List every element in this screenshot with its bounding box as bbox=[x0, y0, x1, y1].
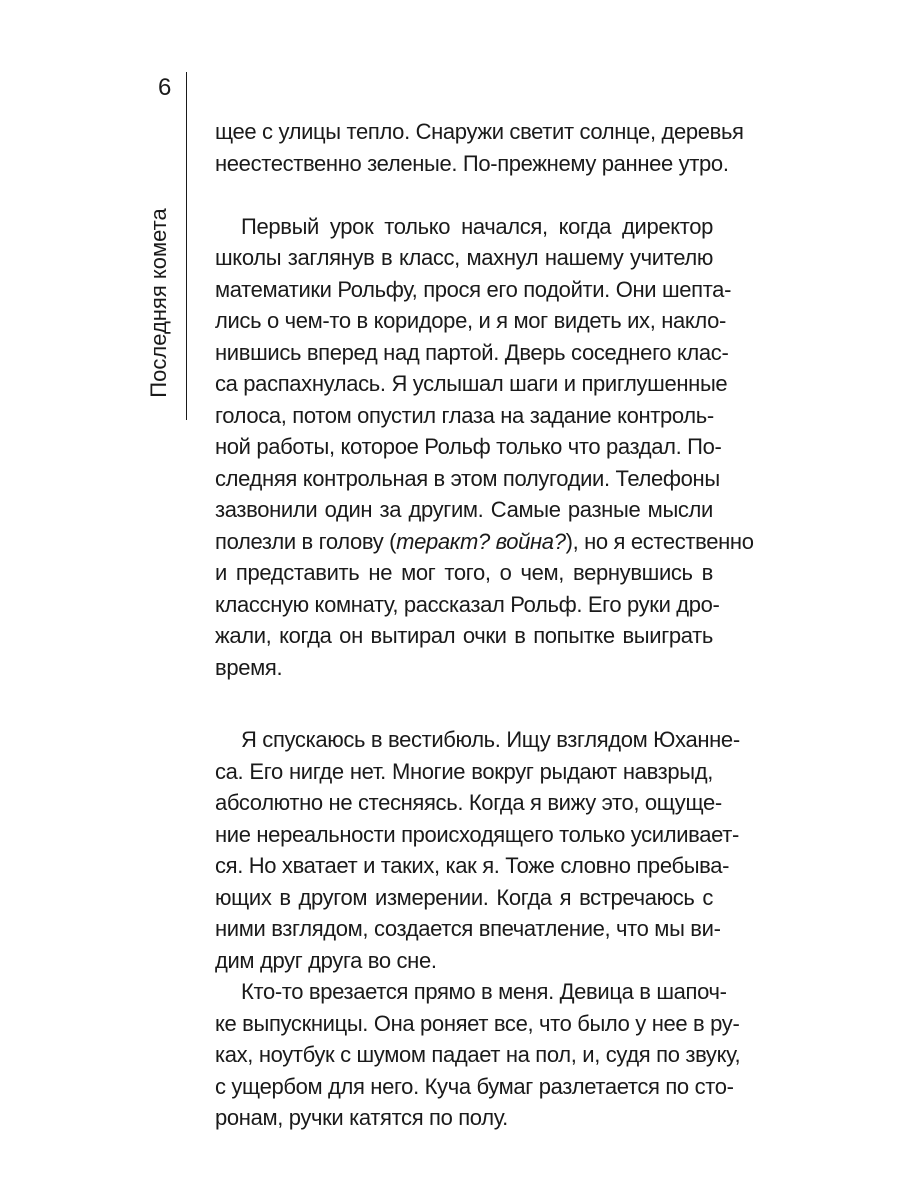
text-line: математики Рольфу, прося его подойти. Они шепта- bbox=[215, 276, 732, 302]
page-number: 6 bbox=[158, 74, 172, 101]
text-line: школы заглянув в класс, махнул нашему учителю bbox=[215, 245, 713, 270]
text-line: щее с улицы тепло. Снаружи светит солнце, деревья bbox=[215, 119, 744, 144]
text-line: время. bbox=[215, 654, 283, 680]
running-head-rule bbox=[186, 72, 187, 420]
text-line: дим друг друга во сне. bbox=[215, 947, 437, 973]
paragraph bbox=[215, 211, 754, 684]
paragraph bbox=[215, 116, 744, 179]
text-line: са. Его нигде нет. Многие вокруг рыдают навзрыд, bbox=[215, 758, 713, 784]
running-head-container bbox=[144, 205, 174, 400]
text-line: ках, ноутбук с шумом падает на пол, и, судя по звуку, bbox=[215, 1042, 741, 1067]
text-line: лись о чем-то в коридоре, и я мог видеть их, накло- bbox=[215, 308, 727, 333]
text-line: Первый урок только начался, когда директор bbox=[241, 213, 713, 239]
text-line: классную комнату, рассказал Рольф. Его руки дро- bbox=[215, 591, 720, 617]
body-text bbox=[215, 116, 754, 1134]
text-fragment: полезли в голову ( bbox=[215, 528, 397, 554]
text-line: голоса, потом опустил глаза на задание контроль- bbox=[215, 402, 714, 428]
text-line: следняя контрольная в этом полугодии. Телефоны bbox=[215, 465, 720, 491]
text-line: ной работы, которое Рольф только что раздал. По- bbox=[215, 434, 722, 459]
text-line: нившись вперед над партой. Дверь соседнего клас- bbox=[215, 339, 729, 365]
text-line: и представить не мог того, о чем, вернувшись в bbox=[215, 560, 713, 585]
paragraph bbox=[215, 976, 741, 1134]
text-line: ние нереальности происходящего только усиливает- bbox=[215, 821, 739, 847]
text-line: ся. Но хватает и таких, как я. Тоже словно пребыва- bbox=[215, 853, 730, 878]
text-line: зазвонили один за другим. Самые разные мысли bbox=[215, 497, 713, 522]
text-line: Я спускаюсь в вестибюль. Ищу взглядом Юханне- bbox=[241, 727, 740, 752]
text-line: ронам, ручки катятся по полу. bbox=[215, 1105, 508, 1130]
text-line: с ущербом для него. Куча бумаг разлетается по сто- bbox=[215, 1073, 734, 1099]
italic-fragment: теракт? война? bbox=[396, 528, 566, 554]
text-line: ними взглядом, создается впечатление, что мы ви- bbox=[215, 916, 721, 941]
text-line: Кто-то врезается прямо в меня. Девица в шапоч- bbox=[241, 979, 727, 1004]
text-line: са распахнулась. Я услышал шаги и приглушенные bbox=[215, 371, 728, 396]
running-head: Последняя комета bbox=[146, 207, 171, 398]
text-line: неестественно зеленые. По-прежнему раннее утро. bbox=[215, 150, 729, 176]
text-line: абсолютно не стесняясь. Когда я вижу это, ощуще- bbox=[215, 790, 722, 815]
text-line: жали, когда он вытирал очки в попытке выиграть bbox=[215, 623, 713, 648]
text-line: ке выпускницы. Она роняет все, что было у нее в ру- bbox=[215, 1010, 740, 1036]
text-line: ющих в другом измерении. Когда я встречаюсь с bbox=[215, 884, 713, 910]
paragraph bbox=[215, 724, 740, 976]
text-fragment: ), но я естественно bbox=[565, 528, 754, 554]
text-line-mixed bbox=[215, 526, 754, 558]
